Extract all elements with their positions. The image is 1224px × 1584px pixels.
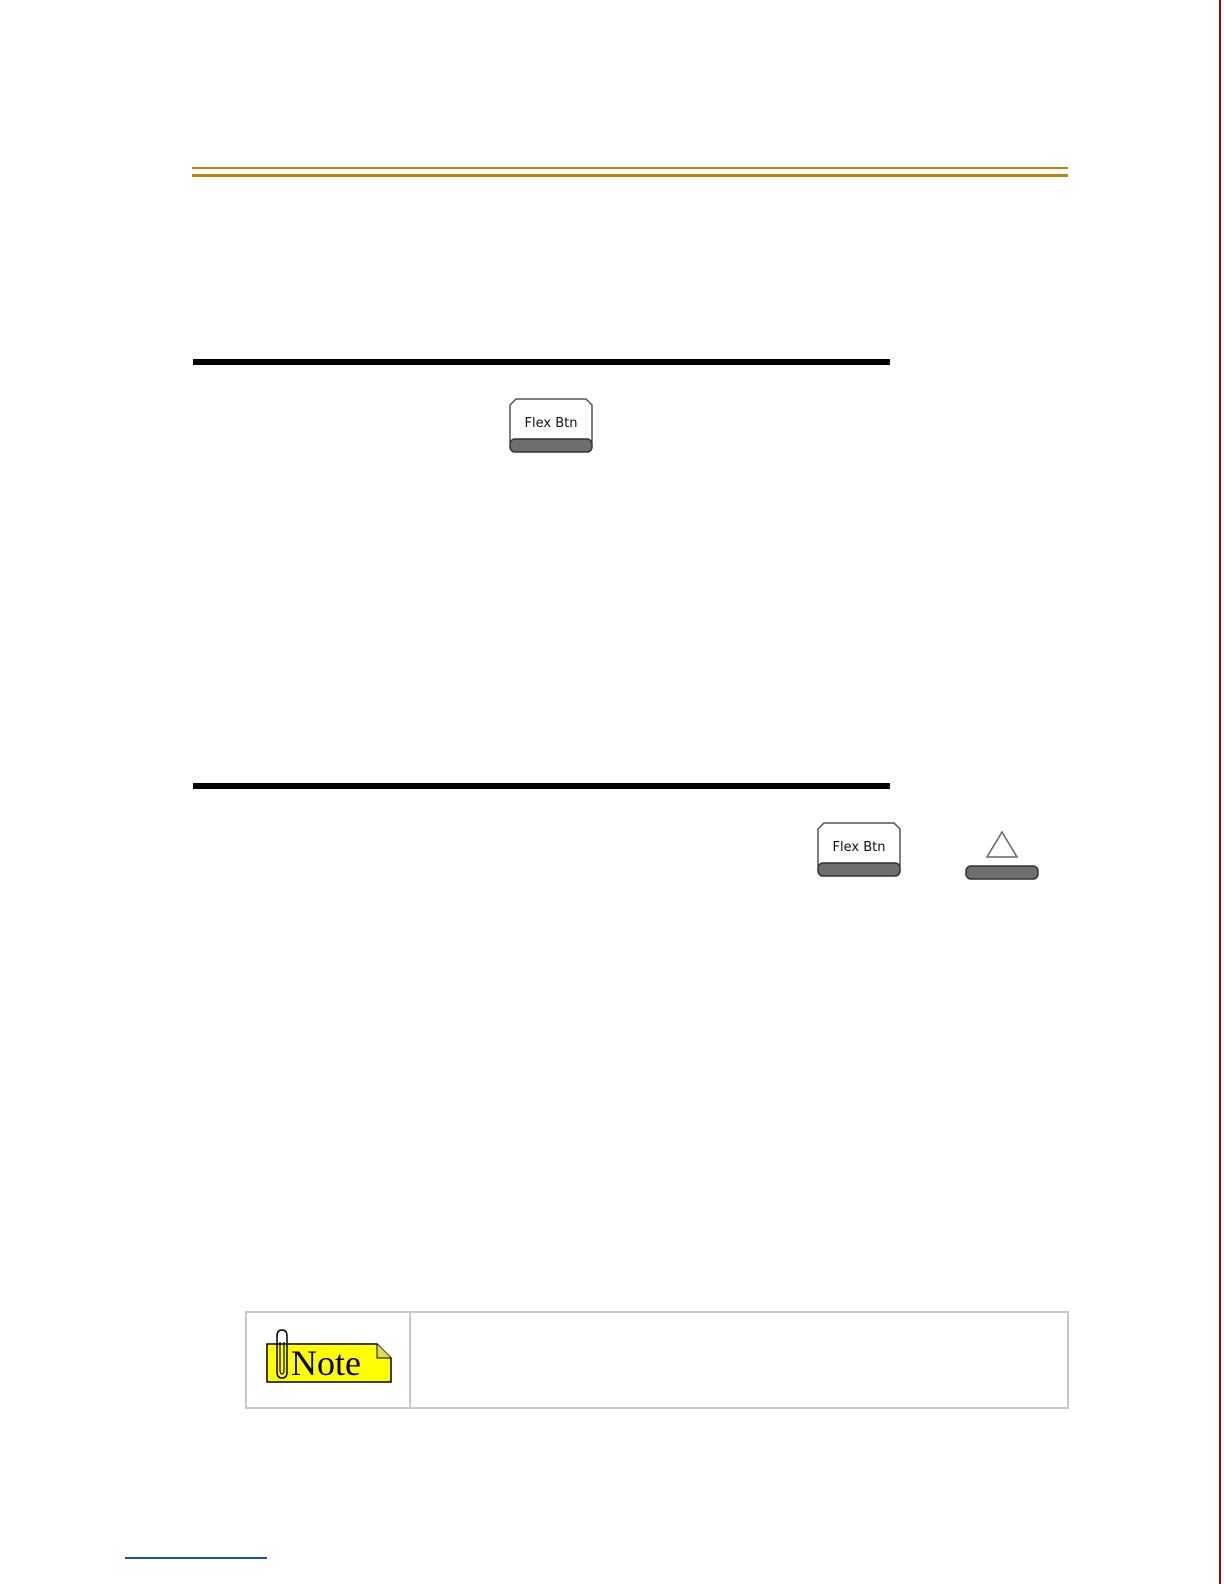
footer-link[interactable]: [125, 1557, 267, 1559]
header-rule-bottom: [192, 174, 1068, 177]
page-edge-line: [1219, 0, 1221, 1584]
flex-button-key-label: Flex Btn: [524, 416, 578, 431]
section-divider-2: [193, 783, 890, 789]
note-icon-cell: [247, 1313, 411, 1407]
flex-button-key-label: Flex Btn: [832, 840, 886, 855]
note-badge: [265, 1328, 393, 1389]
flex-button-key-2: [817, 822, 901, 880]
up-triangle-icon: [987, 832, 1017, 857]
note-callout: [245, 1311, 1069, 1409]
arrow-up-key: [965, 826, 1041, 884]
note-badge-label: Note: [291, 1343, 361, 1383]
section-divider-1: [193, 359, 890, 365]
note-text-cell: [411, 1313, 1067, 1407]
header-rule-top: [192, 167, 1068, 169]
flex-button-key-1: [509, 398, 593, 456]
